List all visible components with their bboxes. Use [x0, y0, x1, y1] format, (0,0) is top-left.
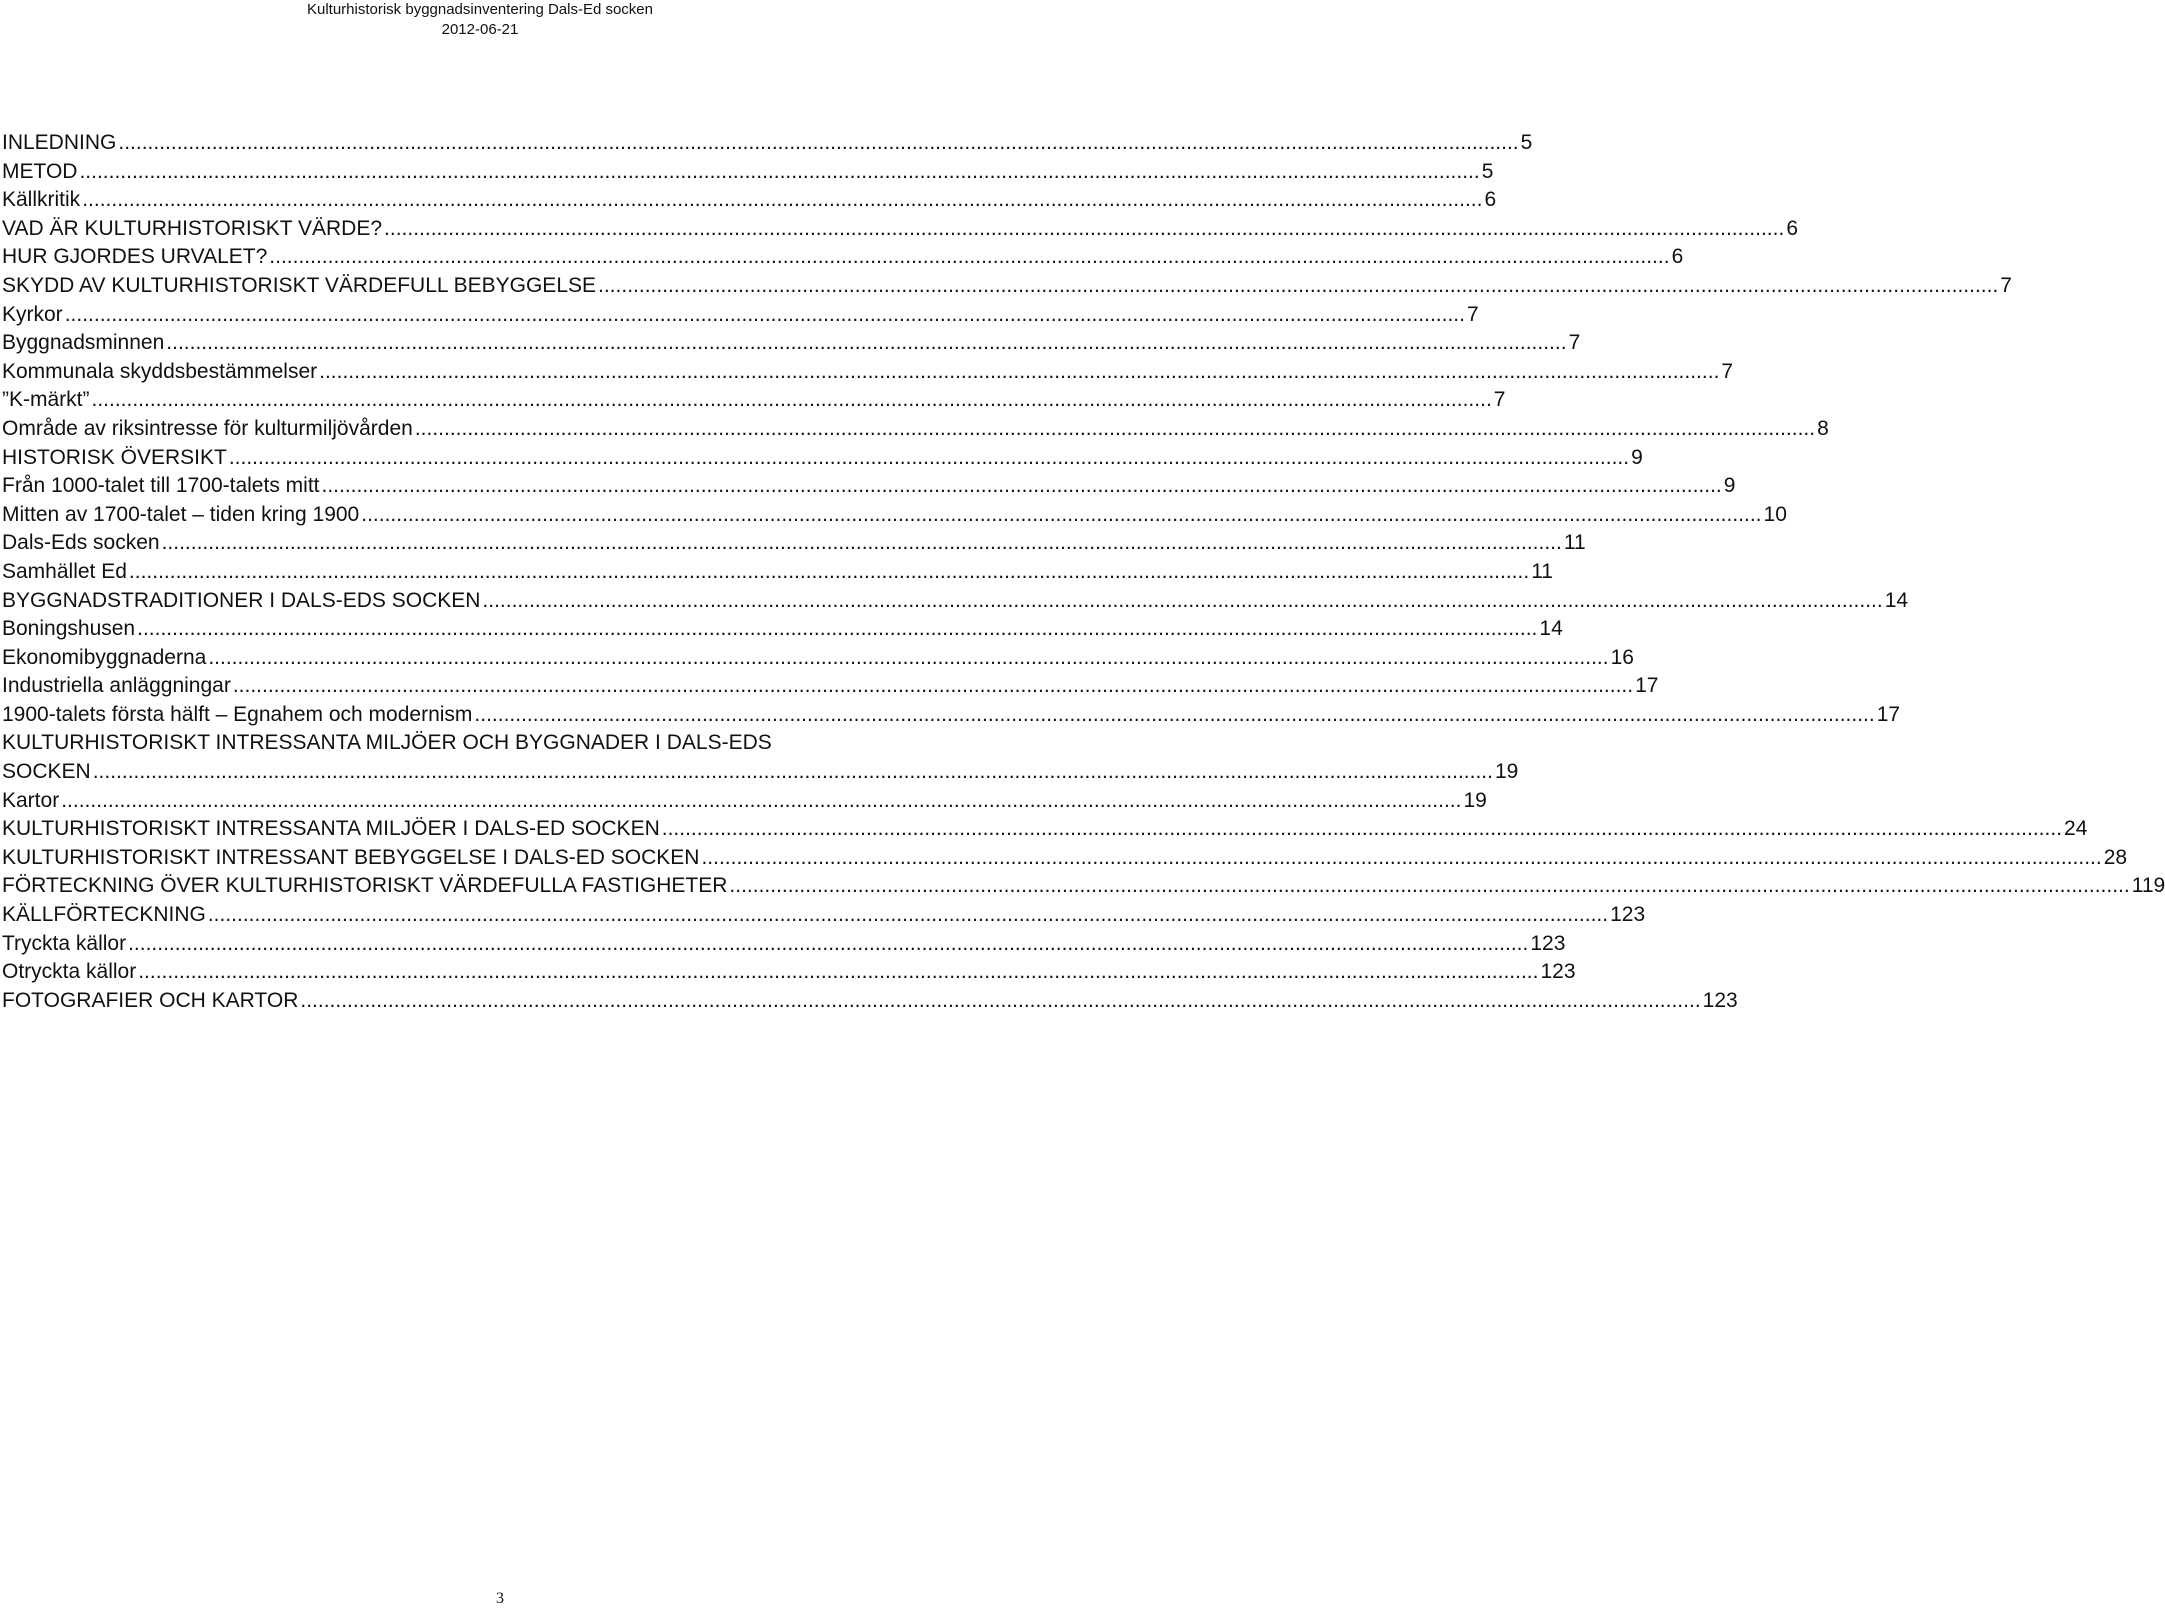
toc-leader-dots [662, 815, 2062, 844]
toc-entry-page: 10 [1763, 502, 1787, 526]
toc-entry-page: 11 [1563, 531, 1586, 555]
toc-leader-dots [269, 243, 1669, 272]
page-header [0, 0, 960, 40]
toc-entry-page: 14 [1884, 588, 1909, 612]
toc-entry-title: VAD ÄR KULTURHISTORISKT VÄRDE? [2, 216, 383, 240]
toc-entry[interactable] [2, 329, 1581, 358]
toc-leader-dots [361, 501, 1761, 530]
toc-entry[interactable] [2, 615, 1563, 644]
toc-leader-dots [474, 701, 1874, 730]
toc-leader-dots [166, 329, 1566, 358]
toc-entry-title: Tryckta källor [2, 931, 127, 955]
toc-entry[interactable] [2, 587, 1909, 616]
toc-entry-title: FOTOGRAFIER OCH KARTOR [2, 988, 299, 1012]
toc-entry-page: 9 [1723, 474, 1736, 498]
toc-leader-dots [229, 444, 1629, 473]
toc-entry-page: 123 [1610, 903, 1646, 927]
toc-entry[interactable] [2, 987, 1738, 1016]
page-number: 3 [496, 1590, 504, 1607]
toc-leader-dots [321, 472, 1721, 501]
toc-entry-title: Område av riksintresse för kulturmiljövården [2, 416, 413, 440]
toc-entry[interactable] [2, 958, 1576, 987]
toc-entry-page: 7 [1493, 388, 1506, 412]
toc-leader-dots [300, 987, 1700, 1016]
toc-leader-dots [208, 644, 1608, 673]
toc-entry-page: 28 [2103, 845, 2128, 869]
toc-entry-page: 7 [1568, 331, 1581, 355]
toc-leader-dots [137, 615, 1537, 644]
toc-leader-dots [128, 930, 1528, 959]
toc-entry[interactable] [2, 272, 2012, 301]
toc-entry-page: 7 [1721, 359, 1734, 383]
toc-entry-page: 6 [1484, 188, 1497, 212]
toc-leader-dots [415, 415, 1815, 444]
toc-entry[interactable] [2, 358, 1734, 387]
toc-entry-page: 119 [2131, 874, 2165, 898]
toc-entry-page: 16 [1610, 645, 1634, 669]
toc-leader-dots [82, 186, 1482, 215]
toc-entry[interactable] [2, 243, 1684, 272]
toc-entry[interactable] [2, 186, 1497, 215]
toc-entry-title: Kommunala skyddsbestämmelser [2, 359, 318, 383]
table-of-contents [2, 129, 2165, 1015]
toc-entry[interactable] [2, 844, 2128, 873]
toc-entry[interactable] [2, 529, 1586, 558]
toc-entry-page: 6 [1786, 216, 1798, 240]
toc-entry-page: 123 [1530, 931, 1566, 955]
toc-entry-title: KULTURHISTORISKT INTRESSANT BEBYGGELSE I DALS-ED SOCKEN [2, 845, 700, 869]
toc-entry-page: 123 [1702, 988, 1738, 1012]
toc-entry-title: HUR GJORDES URVALET? [2, 245, 268, 269]
toc-entry-title: INLEDNING [2, 131, 117, 154]
toc-leader-dots [92, 386, 1492, 415]
toc-entry-page: 123 [1540, 960, 1576, 984]
toc-leader-dots [319, 358, 1719, 387]
toc-entry-page: 11 [1531, 559, 1553, 583]
toc-entry[interactable] [2, 472, 1736, 501]
toc-entry-title: Från 1000-talet till 1700-talets mitt [2, 474, 320, 498]
toc-entry-title: Mitten av 1700-talet – tiden kring 1900 [2, 502, 360, 526]
toc-leader-dots [729, 872, 2129, 901]
toc-leader-dots [65, 301, 1465, 330]
toc-entry-title: Otryckta källor [2, 960, 137, 984]
toc-entry-page: 5 [1520, 131, 1533, 154]
toc-entry-title: Boningshusen [2, 617, 136, 641]
toc-leader-dots [701, 844, 2101, 873]
document-title: Kulturhistorisk byggnadsinventering Dals-Ed socken [306, 1, 653, 18]
toc-entry-page: 7 [2000, 273, 2012, 297]
toc-leader-dots [118, 129, 1518, 158]
toc-entry-page: 17 [1635, 674, 1659, 698]
toc-entry[interactable] [2, 558, 1553, 587]
toc-entry-page: 24 [2064, 817, 2088, 841]
toc-entry[interactable] [2, 672, 1659, 701]
toc-entry-title: BYGGNADSTRADITIONER I DALS-EDS SOCKEN [2, 588, 481, 612]
toc-entry[interactable] [2, 701, 1901, 730]
toc-entry-title: METOD [2, 159, 78, 183]
toc-entry[interactable] [2, 301, 1479, 330]
toc-entry-page: 14 [1539, 617, 1563, 641]
toc-entry-title: FÖRTECKNING ÖVER KULTURHISTORISKT VÄRDEFULLA FASTIGHETER [2, 874, 728, 898]
document-date: 2012-06-21 [441, 21, 519, 38]
toc-entry[interactable] [2, 415, 1829, 444]
toc-entry-title: SKYDD AV KULTURHISTORISKT VÄRDEFULL BEBYGGELSE [2, 273, 597, 297]
toc-entry-title: Kartor [2, 788, 60, 812]
toc-entry-title: Dals-Eds socken [2, 531, 160, 555]
toc-leader-dots [61, 787, 1461, 816]
toc-entry[interactable] [2, 129, 1533, 158]
toc-entry-title: SOCKEN [2, 760, 91, 784]
toc-entry[interactable] [2, 729, 1519, 786]
toc-entry-title: Ekonomibyggnaderna [2, 645, 207, 669]
toc-entry-page: 9 [1631, 445, 1643, 469]
toc-leader-dots [129, 558, 1529, 587]
toc-entry-page: 19 [1463, 788, 1487, 812]
toc-leader-dots [93, 758, 1493, 787]
toc-leader-dots [482, 587, 1882, 616]
toc-entry-title: KULTURHISTORISKT INTRESSANTA MILJÖER I DALS-ED SOCKEN [2, 817, 660, 841]
toc-entry-title: Kyrkor [2, 302, 63, 326]
toc-entry-page: 19 [1494, 760, 1519, 784]
toc-entry-title-line1: KULTURHISTORISKT INTRESSANTA MILJÖER OCH BYGGNADER I DALS-EDS [2, 731, 772, 755]
toc-entry-title: Industriella anläggningar [2, 674, 231, 698]
toc-entry[interactable] [2, 158, 1494, 187]
toc-entry[interactable] [2, 787, 1487, 816]
toc-entry-title: ”K-märkt” [2, 388, 90, 412]
toc-entry-page: 17 [1876, 702, 1901, 726]
toc-leader-dots [233, 672, 1633, 701]
toc-entry-title: Byggnadsminnen [2, 331, 165, 355]
toc-entry-title: Samhället Ed [2, 559, 127, 583]
toc-entry-title: 1900-talets första hälft – Egnahem och modernism [2, 702, 473, 726]
toc-entry-title: Källkritik [2, 188, 81, 212]
toc-entry[interactable] [2, 386, 1506, 415]
toc-entry[interactable] [2, 930, 1566, 959]
toc-entry[interactable] [2, 444, 1643, 473]
toc-entry[interactable] [2, 215, 1798, 244]
toc-entry-page: 7 [1466, 302, 1479, 326]
toc-leader-dots [208, 901, 1608, 930]
toc-entry-title: HISTORISK ÖVERSIKT [2, 445, 227, 469]
toc-leader-dots [598, 272, 1998, 301]
toc-entry[interactable] [2, 901, 1646, 930]
toc-entry-page: 5 [1481, 159, 1494, 183]
toc-leader-dots [162, 529, 1562, 558]
toc-entry[interactable] [2, 501, 1787, 530]
toc-entry-page: 6 [1671, 245, 1684, 269]
toc-entry[interactable] [2, 815, 2088, 844]
toc-leader-dots [79, 158, 1479, 187]
toc-entry-title: KÄLLFÖRTECKNING [2, 903, 206, 927]
toc-leader-dots [384, 215, 1784, 244]
toc-entry[interactable] [2, 644, 1634, 673]
toc-leader-dots [138, 958, 1538, 987]
toc-entry[interactable] [2, 872, 2165, 901]
toc-entry-page: 8 [1817, 416, 1829, 440]
